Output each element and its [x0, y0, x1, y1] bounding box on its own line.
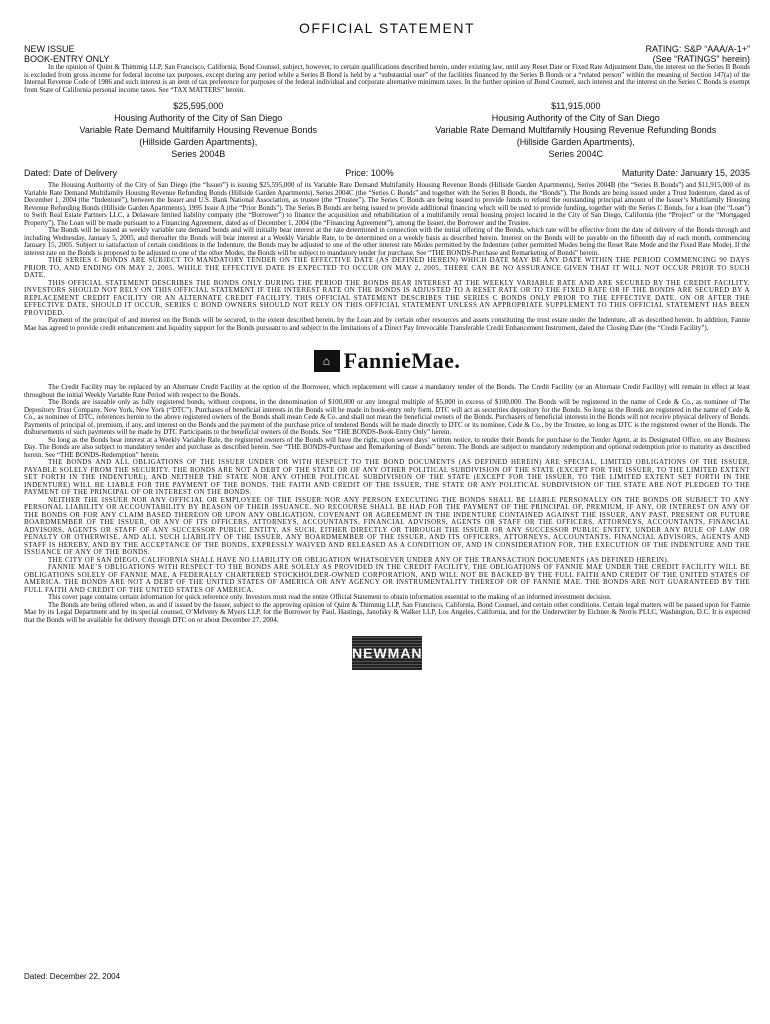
- dated-price-maturity-row: [24, 168, 750, 178]
- tax-opinion-paragraph: In the opinion of Quint & Thimmig LLP, San Francisco, California, Bond Counsel, subject, however, to certain qualifications described herein, under existing law, until any Reset Date or Fixed Rate Adjustment Date, the interest on the Series B Bonds is excluded from gross income for federal income tax purposes, except during any period while a Series B Bond is held by a “substantial user” of the facilities financed by the Series B Bonds or a “related person” within the meaning of Section 147(a) of the Internal Revenue Code of 1986 and such interest is an item of tax preference for purposes of the federal individual and corporate alternative minimum taxes. In the further opinion of Bond Counsel, such interest and the interest on the Series C Bonds is exempt from State of California personal income taxes. See “TAX MATTERS” herein.: [24, 63, 750, 94]
- body-paragraph: The Credit Facility may be replaced by an Alternate Credit Facility at the option of the Borrower, which replacement will cause a mandatory tender of the Bonds. The Credit Facility (or an Alternate Credit Facility) will remain in effect at least throughout the initial Weekly Variable Rate Period with respect to the Bonds.: [24, 383, 750, 399]
- series-c-project: (Hillside Garden Apartments),: [516, 137, 635, 147]
- caps-paragraph: THE SERIES C BONDS ARE SUBJECT TO MANDATORY TENDER ON THE EFFECTIVE DATE (AS DEFINED HEREIN) WHICH DATE MAY BE ANY DATE WITHIN THE PERIOD COMMENCING 90 DAYS PRIOR TO, AND ENDING ON MAY 2, 2005. WHILE THE EFFECTIVE DATE IS EXPECTED TO OCCUR ON MAY 2, 2005, THERE CAN BE NO ASSURANCE GIVEN THAT IT WILL NOT OCCUR PRIOR TO SUCH DATE.: [24, 256, 750, 279]
- fannie-mae-logo-mark: [314, 348, 461, 374]
- book-entry-label: BOOK-ENTRY ONLY: [24, 54, 110, 64]
- body-paragraph: So long as the Bonds bear interest at a Weekly Variable Rate, the registered owners of the Bonds will have the right, upon seven days’ written notice, to tender their Bonds for purchase to the Tender Agent, at its Designated Office, on any Business Day. The Bonds are also subject to mandatory tender and purchase as described herein. See “THE BONDS-Purchase and Remarketing of Bonds” herein. The Bonds are subject to mandatory redemption and optional redemption prior to maturity as described herein. See “THE BONDS-Redemption” herein.: [24, 435, 750, 459]
- price-label: Price: 100%: [345, 168, 394, 178]
- series-c-series: Series 2004C: [548, 149, 604, 159]
- series-b-series: Series 2004B: [171, 149, 226, 159]
- series-c-block: [402, 100, 750, 160]
- dated-label: Dated: Date of Delivery: [24, 168, 118, 178]
- document-title: OFFICIAL STATEMENT: [298, 20, 476, 36]
- series-b-name: Variable Rate Demand Multifamily Housing Revenue Bonds: [79, 125, 317, 135]
- caps-paragraph: THE BONDS AND ALL OBLIGATIONS OF THE ISSUER UNDER OR WITH RESPECT TO THE BOND DOCUMENTS (AS DEFINED HEREIN) ARE SPECIAL, LIMITED OBLIGATIONS OF THE ISSUER, PAYABLE SOLELY FROM THE SECURITY. THE BONDS ARE NOT A DEBT OF THE STATE OR OF ANY OTHER POLITICAL SUBDIVISION OF THE STATE (EXCEPT FOR THE ISSUER, TO THE LIMITED EXTENT SET FORTH IN THE INDENTURE), AND NEITHER THE STATE NOR ANY OTHER POLITICAL SUBDIVISION OF THE STATE (EXCEPT FOR THE ISSUER, TO THE LIMITED EXTENT SET FORTH IN THE INDENTURE) WILL BE LIABLE FOR THE PAYMENT OF THE BONDS. THE FAITH AND CREDIT OF THE ISSUER, THE STATE OR ANY POLITICAL SUBDIVISION OF THE STATE ARE NOT PLEDGED TO THE PAYMENT OF THE PRINCIPAL OF OR INTEREST ON THE BONDS.: [24, 458, 750, 496]
- rating-label: RATING: S&P “AAA/A-1+”: [645, 44, 750, 54]
- body-paragraph: The Bonds are issuable only as fully registered bonds, without coupons, in the denomination of $100,000 or any integral multiple of $5,000 in excess of $100,000. The Bonds will be registered in the name of Cede & Co., as nominee of The Depository Trust Company, New York, New York (“DTC”). Purchases of beneficial interests in the Bonds will be made in book-entry only form. DTC will act as securities depository for the Bonds. So long as the Bonds are registered in the name of Cede & Co., as nominee of DTC, references herein to the above registered owners of the Bonds shall mean Cede & Co. and shall not mean the beneficial owners of the Bonds. Purchasers of beneficial interests in the Bonds will not receive physical delivery of Bonds. Payments of principal of, premium, if any, and interest on the Bonds and the payment of the purchase price of tendered Bonds will be made directly to DTC or its nominee, Cede & Co., by the Trustee, so long as DTC is the registered owner of the Bonds. The disbursements of such payments will be made by DTC Participants to the beneficial owners of the Bonds. See “THE BONDS-Book-Entry Only” herein.: [24, 398, 750, 436]
- caps-paragraph: THE CITY OF SAN DIEGO, CALIFORNIA SHALL HAVE NO LIABILITY OR OBLIGATION WHATSOEVER UNDER ANY OF THE TRANSACTION DOCUMENTS (AS DEFINED HEREIN).: [48, 555, 670, 564]
- series-b-issuer: Housing Authority of the City of San Diego: [114, 113, 283, 123]
- series-c-name: Variable Rate Demand Multifamily Housing Revenue Refunding Bonds: [435, 125, 717, 135]
- footer-date: Dated: December 22, 2004: [24, 972, 121, 981]
- caps-paragraph: THIS OFFICIAL STATEMENT DESCRIBES THE BONDS ONLY DURING THE PERIOD THE BONDS BEAR INTEREST AT THE WEEKLY VARIABLE RATE AND ARE SECURED BY THE CREDIT FACILITY. INVESTORS SHOULD NOT RELY ON THIS OFFICIAL STATEMENT IF THE INTEREST RATE ON THE BONDS IS ADJUSTED TO A RESET RATE OR TO THE FIXED RATE OR IF THE BONDS ARE SECURED BY A REPLACEMENT CREDIT FACILITY OR AN ALTERNATE CREDIT FACILITY. THIS OFFICIAL STATEMENT DESCRIBES THE SERIES C BONDS ONLY PRIOR TO THE EFFECTIVE DATE. ON OR AFTER THE EFFECTIVE DATE, SHOULD IT OCCUR, SERIES C BOND OWNERS SHOULD NOT RELY ON THIS OFFICIAL STATEMENT UNLESS AN APPROPRIATE SUPPLEMENT TO THIS OFFICIAL STATEMENT HAS BEEN PROVIDED.: [24, 278, 750, 317]
- bond-series-columns: [24, 100, 750, 160]
- payment-paragraph: Payment of the principal of and interest on the Bonds will be secured, to the extent described herein, by the Loan and by certain other resources and assets constituting the trust estate under the Indenture, all as described herein. In addition, Fannie Mae has agreed to provide credit enhancement and liquidity support for the Bonds pursuant to and subject to the limitations of a Direct Pay Irrevocable Transferable Credit Enhancement Instrument, dated the Closing Date (the “Credit Facility”).: [24, 316, 750, 332]
- series-b-amount: $25,595,000: [173, 101, 224, 111]
- header-row: [24, 44, 750, 64]
- series-b-block: [24, 100, 372, 160]
- body-paragraph: The Housing Authority of the City of San Diego (the “Issuer”) is issuing $25,595,000 of its Variable Rate Demand Multifamily Housing Revenue Bonds (Hillside Garden Apartments), Series 2004B (the “Series B Bonds”) and $11,915,000 of its Variable Rate Demand Multifamily Housing Revenue Refunding Bonds (Hillside Garden Apartments), Series 2004C (the “Series C Bonds” and together with the Series B Bonds, the “Bonds”). The Bonds are being issued under a Trust Indenture, dated as of December 1, 2004 (the “Indenture”), between the Issuer and U.S. Bank National Association, as trustee (the “Trustee”). The Series C Bonds are being issued to provide funds to refund the outstanding principal amount of the Issuer’s Multifamily Housing Revenue Refunding Bonds (Hillside Garden Apartments), 1995 Issue A (the “Prior Bonds”). The Series B Bonds are being issued to provide additional financing which will be used to provide funding, together with the Series C Bonds, for a loan (the “Loan”) to Swift Real Estate Partners LLC, a Delaware limited liability company (the “Borrower”) to finance the acquisition and rehabilitation of a multifamily rental housing project located in the City of San Diego, California (the “Project” or the “Mortgaged Property”). The Loan will be made pursuant to a Financing Agreement, dated as of December 1, 2004 (the “Financing Agreement”), among the Issuer, the Borrower and the Trustee.: [24, 181, 750, 227]
- new-issue-label: NEW ISSUE: [24, 44, 75, 54]
- official-statement-page: [24, 20, 750, 670]
- body-paragraph: The Bonds will be issued as weekly variable rate demand bonds and will initially bear interest at the rate determined in connection with the initial offering of the Bonds, which rate will be effective from the date of delivery of the Bonds through and including Wednesday, January 5, 2005, and thereafter the Bonds will bear interest at a Weekly Variable Rate, to be determined on a weekly basis as described herein. Interest on the Bonds will be payable on the fifteenth day of each month, commencing January 15, 2005. Subject to satisfaction of certain conditions in the Indenture, the Bonds may be adjusted to one of the other interest rate Modes permitted by the Indenture (other permitted Modes being the Reset Rate Mode and the Fixed Rate Mode). If the interest rate on the Bonds is proposed to be adjusted to one of the other Modes, the Bonds will be subject to mandatory tender for purchase. See “THE BONDS-Purchase and Remarketing of Bonds” herein.: [24, 226, 750, 257]
- body-paragraph: This cover page contains certain information for quick reference only. Investors must read the entire Official Statement to obtain information essential to the making of an informed investment decision.: [48, 593, 612, 601]
- body-paragraph: The Bonds are being offered when, as and if issued by the Issuer, subject to the approving opinion of Quint & Thimmig LLP, San Francisco, California, Bond Counsel, and certain other conditions. Certain legal matters will be passed upon for Fannie Mae by its Legal Department and by its special counsel, O’Melveny & Myers LLP, for the Borrower by Paul, Hastings, Janofsky & Walker LLP, Los Angeles, California, and for the Underwriter by Eichner & Norris PLLC, Washington, D.C. It is expected that the Bonds will be available for delivery through DTC on or about December 27, 2004.: [24, 600, 750, 624]
- caps-paragraph: NEITHER THE ISSUER NOR ANY OFFICIAL OR EMPLOYEE OF THE ISSUER NOR ANY PERSON EXECUTING THE BONDS SHALL BE LIABLE PERSONALLY ON THE BONDS OR SUBJECT TO ANY PERSONAL LIABILITY OR ACCOUNTABILITY BY REASON OF THEIR ISSUANCE. NO RECOURSE SHALL BE HAD FOR THE PAYMENT OF THE PRINCIPAL OF, PREMIUM, IF ANY, OR INTEREST ON ANY OF THE BONDS OR FOR ANY CLAIM BASED THEREON OR UPON ANY OBLIGATION, COVENANT OR AGREEMENT IN THE INDENTURE CONTAINED AGAINST THE ISSUER, ANY PAST, PRESENT OR FUTURE BOARDMEMBER OF THE ISSUER, OR ANY OF ITS OFFICERS, ATTORNEYS, ACCOUNTANTS, FINANCIAL ADVISORS, AGENTS OR STAFF OR THE OFFICERS, ATTORNEYS, ACCOUNTANTS, FINANCIAL ADVISORS, AGENTS OR STAFF OF ANY SUCCESSOR PUBLIC ENTITY, AS SUCH, EITHER DIRECTLY OR THROUGH THE ISSUER OR ANY SUCCESSOR PUBLIC ENTITY, UNDER ANY RULE OF LAW OR PENALTY OR OTHERWISE, AND ALL SUCH LIABILITY OF THE ISSUER, ANY BOARDMEMBER OF THE ISSUER, AND ITS OFFICERS, ATTORNEYS, ACCOUNTANTS, FINANCIAL ADVISORS, AGENTS AND STAFF IS HEREBY, AND BY THE ACCEPTANCE OF THE BONDS, EXPRESSLY WAIVED AND RELEASED AS A CONDITION OF, AND IN CONSIDERATION FOR, THE EXECUTION OF THE INDENTURE AND THE ISSUANCE OF ANY OF THE BONDS.: [24, 495, 750, 556]
- house-icon: ⌂: [314, 350, 340, 372]
- series-c-issuer: Housing Authority of the City of San Diego: [491, 113, 660, 123]
- rating-reference: (See “RATINGS” herein): [652, 54, 750, 64]
- fannie-mae-logo: [24, 348, 750, 374]
- underwriter-logo: [24, 636, 750, 670]
- series-b-project: (Hillside Garden Apartments),: [139, 137, 258, 147]
- series-c-amount: $11,915,000: [551, 101, 601, 111]
- newman-logo-mark: NEWMAN: [352, 636, 422, 670]
- fannie-mae-logo-text: FannieMae.: [343, 348, 461, 373]
- maturity-label: Maturity Date: January 15, 2035: [621, 168, 750, 178]
- caps-paragraph: FANNIE MAE’S OBLIGATIONS WITH RESPECT TO THE BONDS ARE SOLELY AS PROVIDED IN THE CREDIT FACILITY. THE OBLIGATIONS OF FANNIE MAE UNDER THE CREDIT FACILITY WILL BE OBLIGATIONS SOLELY OF FANNIE MAE, A FEDERALLY CHARTERED STOCKHOLDER-OWNED CORPORATION, AND WILL NOT BE BACKED BY THE FULL FAITH AND CREDIT OF THE UNITED STATES OF AMERICA. THE BONDS ARE NOT A DEBT OF THE UNITED STATES OF AMERICA OR ANY AGENCY OR INSTRUMENTALITY THEREOF OR OF FANNIE MAE. THE BONDS ARE NOT GUARANTEED BY THE FULL FAITH AND CREDIT OF THE UNITED STATES OF AMERICA.: [24, 563, 750, 594]
